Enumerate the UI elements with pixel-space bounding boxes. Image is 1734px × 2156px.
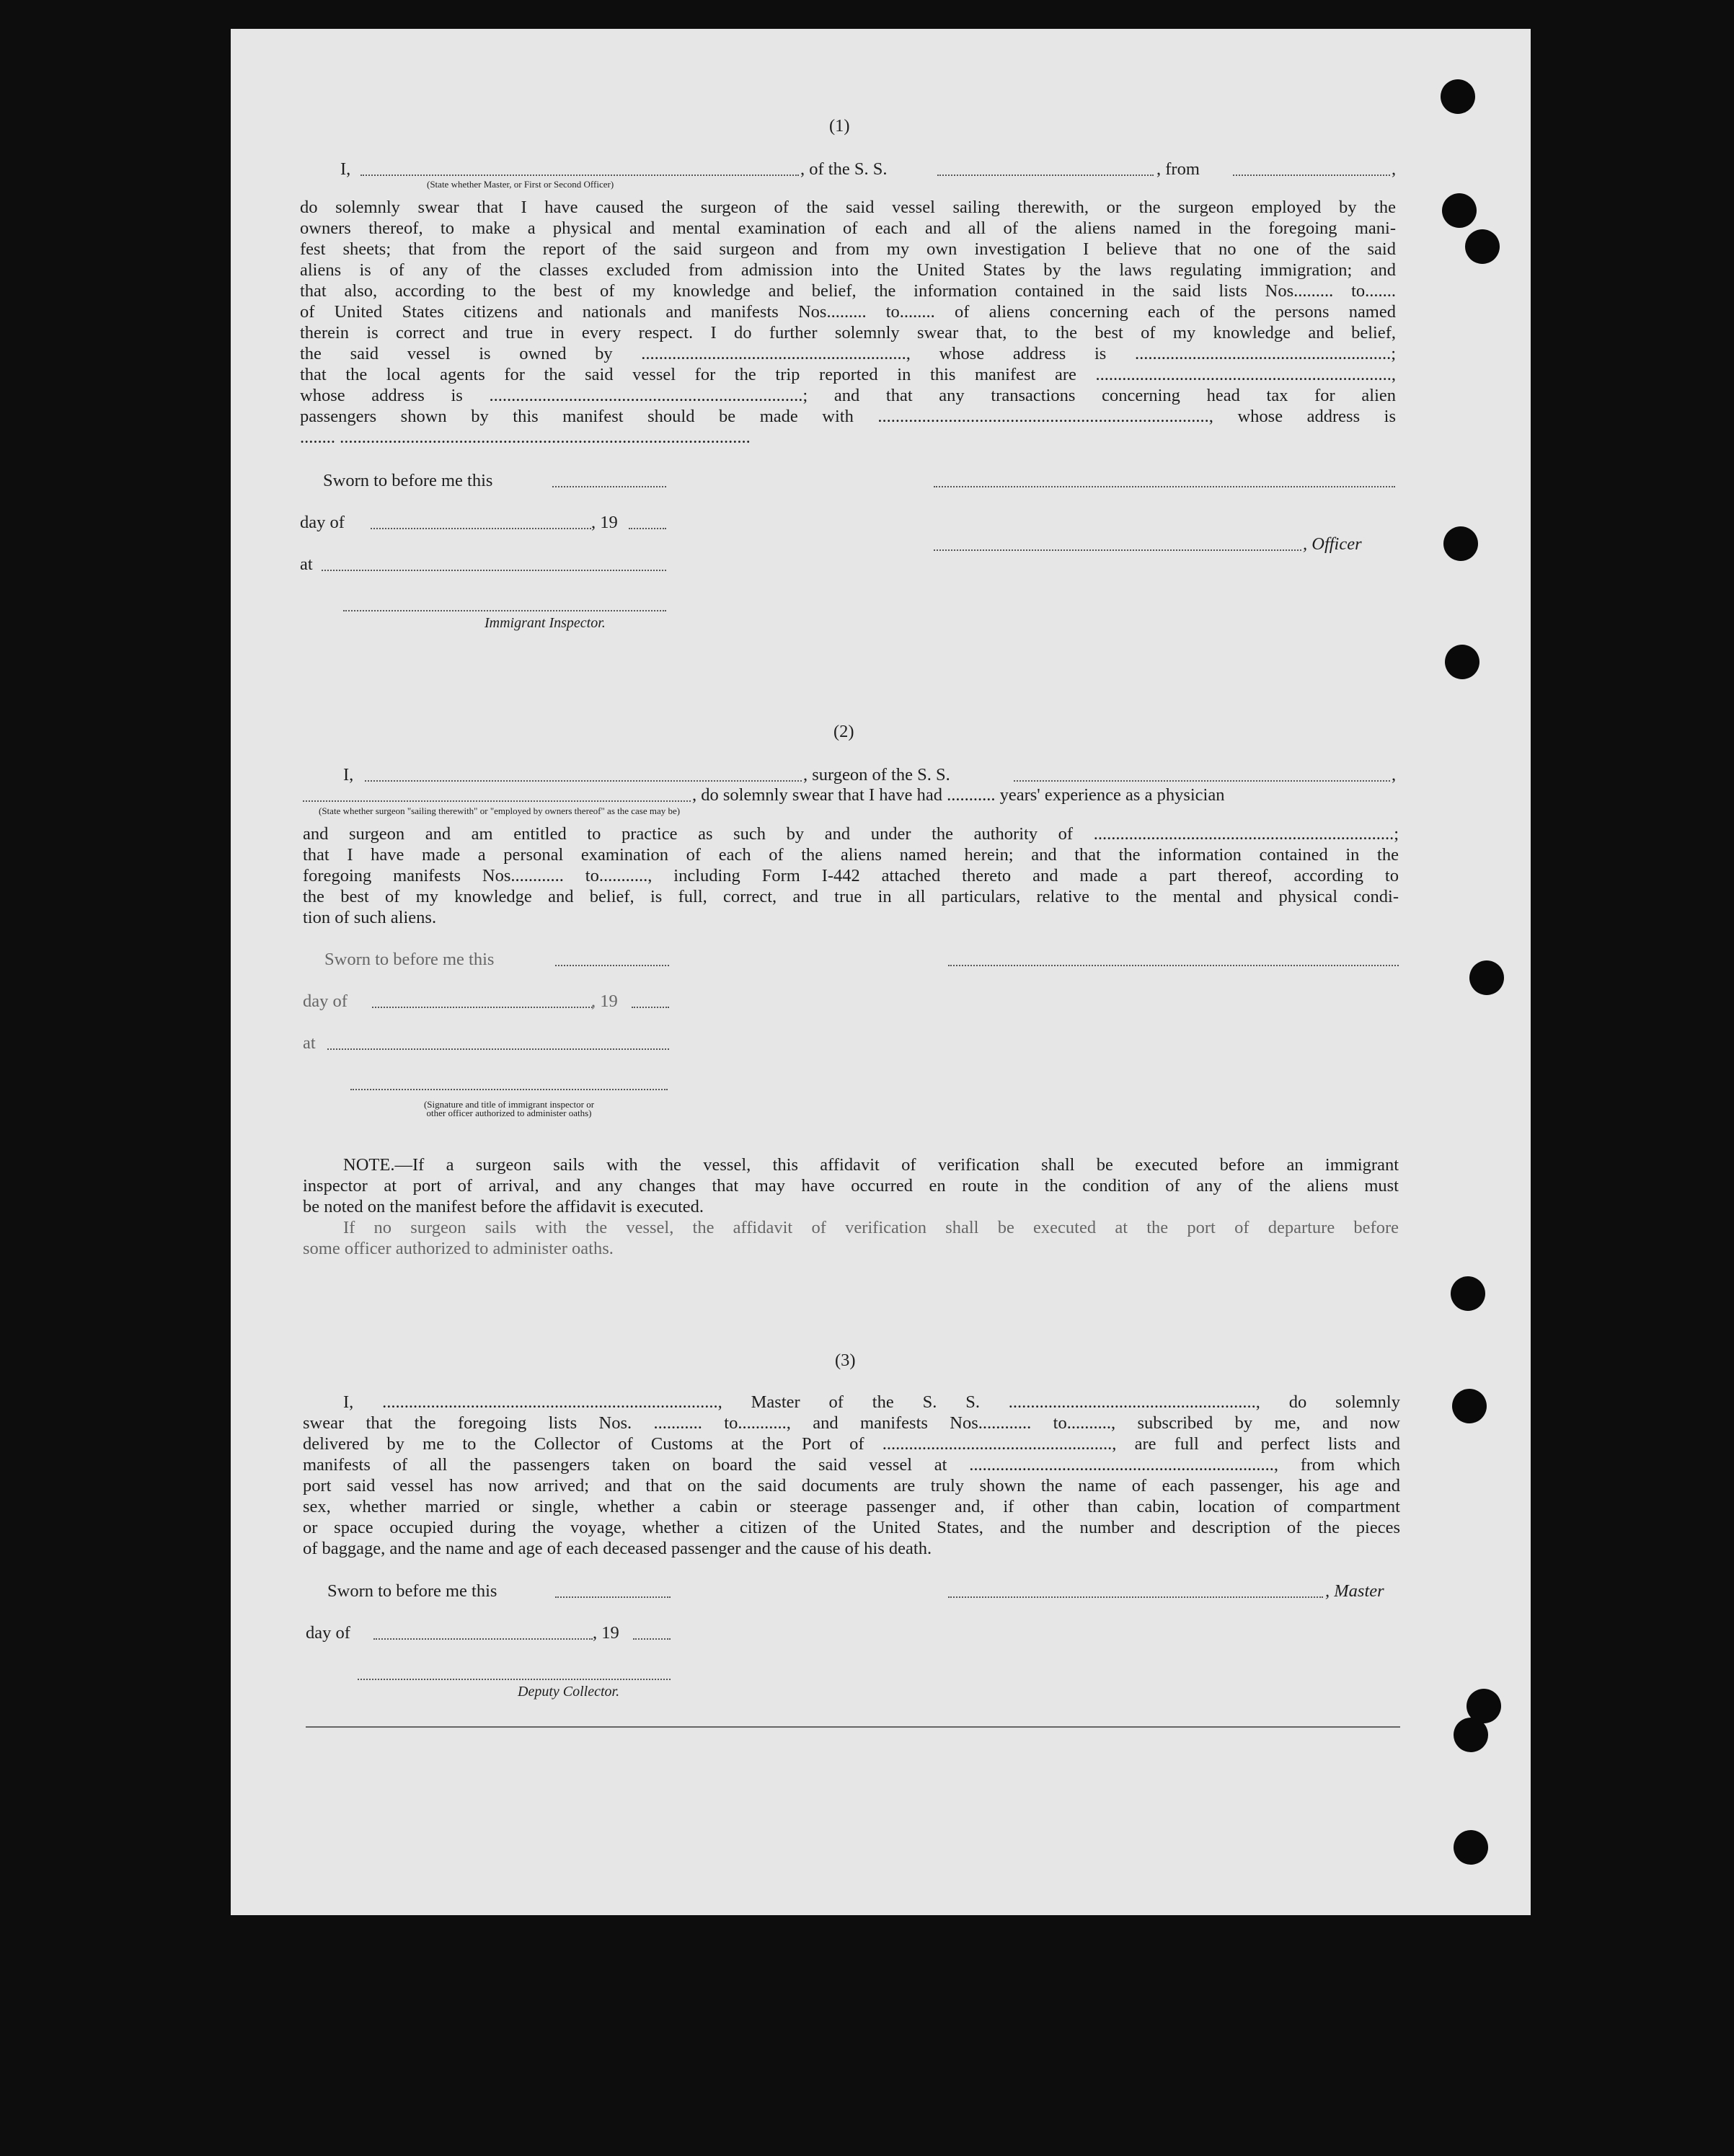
collector-label: Deputy Collector. [518,1684,620,1700]
body-line: owners thereof, to make a physical and mental examination of each and all of the aliens named in the foregoing mani- [300,218,1396,238]
note-line: If no surgeon sails with the vessel, the affidavit of verification shall be executed at the port of departure before [343,1218,1399,1237]
master-signature-blank[interactable] [948,1596,1323,1598]
signature-caption-1: (Signature and title of immigrant inspector or [423,1099,595,1110]
year-blank-3[interactable] [633,1638,671,1640]
body-line: swear that the foregoing lists Nos. ........... to..........., and manifests Nos............ to.........., subscribed by me, and now [303,1413,1400,1433]
month-blank-2[interactable] [372,1007,593,1008]
binder-hole [1442,193,1477,228]
at-label-2: at [303,1033,316,1053]
year-blank-1[interactable] [629,528,666,529]
body-line: that I have made a personal examination of each of the aliens named herein; and that the information contained in the [303,845,1399,865]
sworn-day-blank-3[interactable] [555,1596,671,1598]
form-page [231,29,1531,1915]
month-blank-1[interactable] [371,528,591,529]
year-blank-2[interactable] [632,1007,669,1008]
section-2-line2: , do solemnly swear that I have had ........... years' experience as a physician [692,785,1225,805]
section-1-body [300,197,1396,448]
section-2-surgeon-label: , surgeon of the S. S. [803,765,950,785]
section-3-body [303,1392,1400,1559]
section-3-number: (3) [835,1351,856,1370]
body-line: therein is correct and true in every respect. I do further solemnly swear that, to the best of my knowledge and belief, [300,323,1396,343]
binder-hole [1465,229,1500,264]
bottom-rule [306,1726,1400,1728]
surgeon-name-blank[interactable] [365,780,802,782]
month-blank-3[interactable] [373,1638,593,1640]
officer-label: , Officer [1303,534,1362,554]
at-place-blank-1[interactable] [322,570,666,571]
year-label-3: , 19 [593,1623,619,1643]
day-of-label-2: day of [303,991,348,1011]
body-line: do solemnly swear that I have caused the surgeon of the said vessel sailing therewith, or the surgeon employed by the [300,198,1396,217]
section-1-vessel-label: , of the S. S. [800,159,888,179]
from-port-blank[interactable] [1233,174,1390,176]
section-1-number: (1) [829,116,850,136]
year-label-1: , 19 [591,513,618,532]
body-line: I, ............................................................................, Master of the S. S. ........................................................, do solemnly [343,1392,1400,1412]
day-of-label-3: day of [306,1623,350,1643]
officer-rank-caption: (State whether Master, or First or Second Officer) [427,179,614,190]
year-label-2: , 19 [591,991,618,1011]
inspector-label: Immigrant Inspector. [485,615,606,631]
binder-hole [1454,1830,1488,1865]
signature-caption-2: other officer authorized to administer oaths) [426,1108,592,1118]
body-line: or space occupied during the voyage, whether a citizen of the United States, and the number and description of the pieces [303,1518,1400,1537]
section-1-line-end: , [1392,159,1397,179]
section-2-line-end: , [1392,765,1397,785]
binder-hole [1441,79,1475,114]
body-line: foregoing manifests Nos............ to..........., including Form I-442 attached thereto and made a part thereof, according to [303,866,1399,885]
note-line: some officer authorized to administer oaths. [303,1239,614,1258]
note-2 [303,1217,1399,1259]
body-line: of baggage, and the name and age of each deceased passenger and the cause of his death. [303,1539,932,1558]
body-line: sex, whether married or single, whether a cabin or steerage passenger and, if other than cabin, location of compartment [303,1497,1400,1516]
sworn-label-1: Sworn to before me this [323,471,493,490]
note-line: NOTE.—If a surgeon sails with the vessel, this affidavit of verification shall be executed before an immigrant [343,1155,1399,1175]
binder-hole [1454,1718,1488,1752]
body-line: of United States citizens and nationals and manifests Nos......... to........ of aliens concerning each of the persons named [300,302,1396,322]
binder-hole [1469,960,1504,995]
signature-blank-1[interactable] [934,486,1395,487]
body-line: ........ ............................................................................................. [300,428,751,447]
officer-signature-blank[interactable] [934,549,1301,551]
officer-rank-blank[interactable] [360,174,799,176]
collector-signature-blank[interactable] [358,1679,671,1680]
sworn-label-3: Sworn to before me this [327,1581,497,1601]
body-line: that the local agents for the said vessel for the trip reported in this manifest are ..................................................................., [300,365,1396,384]
binder-hole [1445,645,1479,679]
note-line: inspector at port of arrival, and any changes that may have occurred en route in the condition of any of the aliens must [303,1176,1399,1196]
sworn-day-blank-2[interactable] [555,965,669,966]
section-1-i: I, [340,159,351,179]
body-line: aliens is of any of the classes excluded from admission into the United States by the laws regulating immigration; and [300,260,1396,280]
inspector-signature-blank[interactable] [343,610,666,611]
note-1 [303,1154,1399,1217]
sworn-label-2: Sworn to before me this [324,950,495,969]
section-1-from-label: , from [1156,159,1200,179]
binder-hole [1452,1389,1487,1423]
surgeon-vessel-blank[interactable] [1014,780,1390,782]
section-2-number: (2) [833,722,854,741]
vessel-name-blank[interactable] [937,174,1154,176]
body-line: delivered by me to the Collector of Customs at the Port of ...................................................., are full and perfect lists and [303,1434,1400,1454]
surgeon-status-blank[interactable] [303,800,691,802]
at-place-blank-2[interactable] [327,1048,669,1050]
surgeon-status-caption: (State whether surgeon "sailing therewith" or "employed by owners thereof" as the case may be) [319,805,681,816]
body-line: whose address is .......................................................................; and that any transactions concerning head tax for alien [300,386,1396,405]
body-line: tion of such aliens. [303,908,437,927]
body-line: passengers shown by this manifest should be made with ..........................................................................., whose address is [300,407,1396,426]
body-line: manifests of all the passengers taken on board the said vessel at ....................................................................., from which [303,1455,1400,1475]
body-line: port said vessel has now arrived; and that on the said documents are truly shown the name of each passenger, his age and [303,1476,1400,1495]
sworn-day-blank-1[interactable] [552,486,666,487]
body-line: that also, according to the best of my knowledge and belief, the information contained in the said lists Nos......... to....... [300,281,1396,301]
signature-blank-2[interactable] [948,965,1399,966]
at-label-1: at [300,555,313,574]
section-2-body [303,823,1399,928]
body-line: the said vessel is owned by ............................................................, whose address is ..........................................................; [300,344,1396,363]
day-of-label-1: day of [300,513,345,532]
note-line: be noted on the manifest before the affidavit is executed. [303,1197,704,1216]
binder-hole [1443,526,1478,561]
binder-hole [1451,1276,1485,1311]
section-2-i: I, [343,765,354,785]
body-line: and surgeon and am entitled to practice as such by and under the authority of ....................................................................; [303,824,1399,844]
body-line: fest sheets; that from the report of the said surgeon and from my own investigation I believe that no one of the said [300,239,1396,259]
master-label: , Master [1325,1581,1384,1601]
inspector-signature-blank-2[interactable] [350,1089,668,1090]
body-line: the best of my knowledge and belief, is full, correct, and true in all particulars, relative to the mental and physical condi- [303,887,1399,906]
